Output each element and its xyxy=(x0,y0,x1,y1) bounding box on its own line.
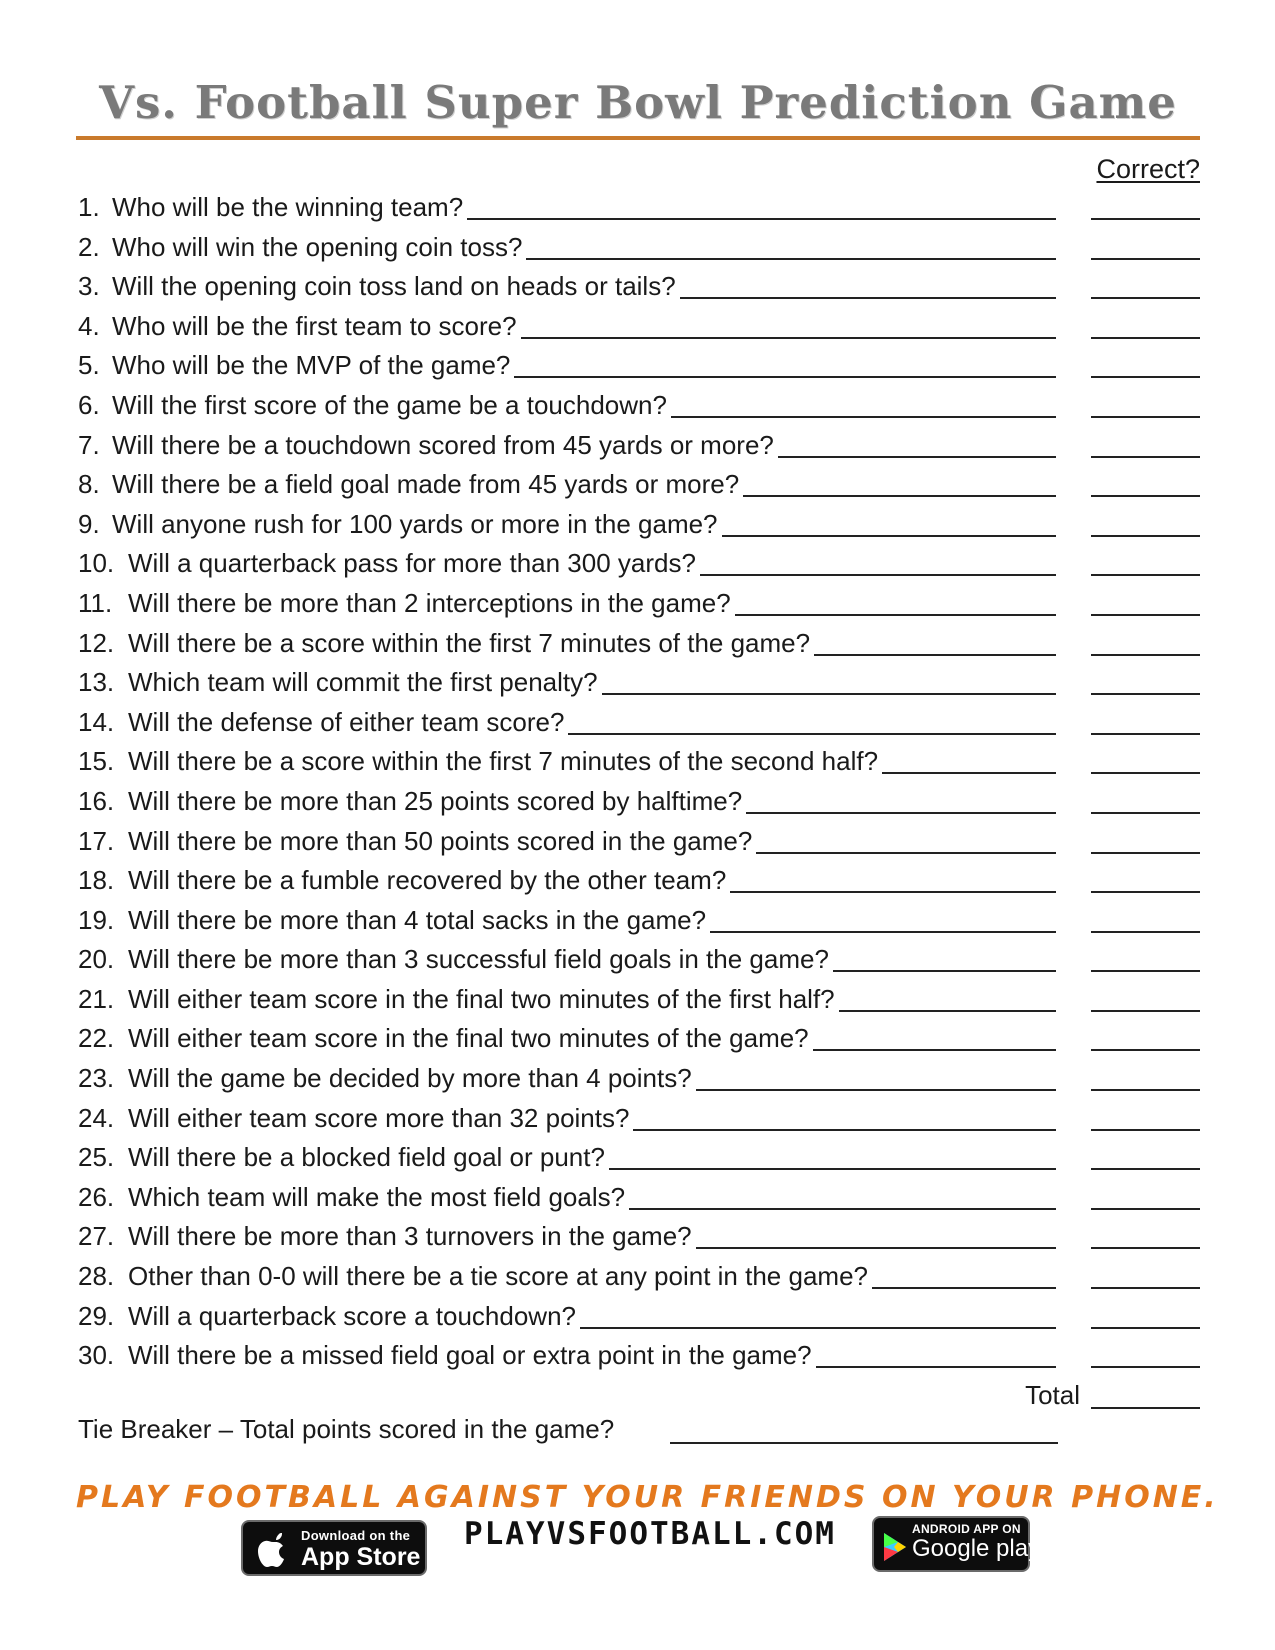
answer-line[interactable] xyxy=(833,970,1056,972)
google-play-small-text: ANDROID APP ON xyxy=(912,1522,1021,1536)
question-row xyxy=(78,386,1200,426)
app-store-badge[interactable] xyxy=(241,1520,427,1576)
answer-line[interactable] xyxy=(580,1327,1056,1329)
total-label: Total xyxy=(1025,1380,1080,1410)
correct-check-line[interactable] xyxy=(1091,1010,1200,1012)
google-play-badge[interactable] xyxy=(872,1516,1041,1572)
question-number: 4. xyxy=(78,310,100,341)
question-text: Will there be a field goal made from 45 yards or more? xyxy=(112,469,740,500)
question-text: Will a quarterback pass for more than 300 yards? xyxy=(128,548,696,579)
question-row xyxy=(78,1336,1200,1376)
correct-check-line[interactable] xyxy=(1091,218,1200,220)
question-number: 14. xyxy=(78,706,115,737)
question-list xyxy=(78,188,1200,1376)
correct-check-line[interactable] xyxy=(1091,812,1200,814)
question-row xyxy=(78,544,1200,584)
question-number: 15. xyxy=(78,746,115,777)
question-row xyxy=(78,426,1200,466)
question-number: 18. xyxy=(78,865,115,896)
question-text: Who will be the first team to score? xyxy=(112,310,517,341)
question-number: 23. xyxy=(78,1063,115,1094)
answer-line[interactable] xyxy=(521,337,1056,339)
tie-breaker-row xyxy=(78,1414,1058,1454)
answer-line[interactable] xyxy=(735,614,1056,616)
app-store-label: App Store xyxy=(301,1543,421,1571)
question-number: 26. xyxy=(78,1181,115,1212)
question-row xyxy=(78,1217,1200,1257)
question-row xyxy=(78,822,1200,862)
correct-check-line[interactable] xyxy=(1091,654,1200,656)
question-row xyxy=(78,861,1200,901)
answer-line[interactable] xyxy=(839,1010,1056,1012)
correct-check-line[interactable] xyxy=(1091,337,1200,339)
answer-line[interactable] xyxy=(696,1247,1056,1249)
question-number: 24. xyxy=(78,1102,115,1133)
question-text: Will the first score of the game be a touchdown? xyxy=(112,389,667,420)
question-row xyxy=(78,980,1200,1020)
tie-breaker-answer-line[interactable] xyxy=(670,1442,1058,1444)
website-url: PLAYVSFOOTBALL.COM xyxy=(464,1516,836,1552)
correct-check-line[interactable] xyxy=(1091,970,1200,972)
question-row xyxy=(78,505,1200,545)
question-row xyxy=(78,465,1200,505)
question-number: 2. xyxy=(78,231,100,262)
correct-check-line[interactable] xyxy=(1091,1168,1200,1170)
question-row xyxy=(78,703,1200,743)
question-text: Will there be more than 50 points scored in the game? xyxy=(128,825,753,856)
question-text: Will there be a score within the first 7 minutes of the second half? xyxy=(128,746,879,777)
question-row xyxy=(78,346,1200,386)
correct-check-line[interactable] xyxy=(1091,931,1200,933)
question-number: 30. xyxy=(78,1340,115,1371)
question-text: Will either team score in the final two minutes of the game? xyxy=(128,1023,809,1054)
question-row xyxy=(78,901,1200,941)
answer-line[interactable] xyxy=(700,574,1056,576)
answer-line[interactable] xyxy=(756,852,1056,854)
question-row xyxy=(78,782,1200,822)
question-text: Will there be more than 3 turnovers in the game? xyxy=(128,1221,692,1252)
google-play-label: Google play xyxy=(912,1535,1041,1562)
answer-line[interactable] xyxy=(882,772,1056,774)
tie-breaker-label: Tie Breaker – Total points scored in the game? xyxy=(78,1414,615,1444)
question-text: Will the opening coin toss land on heads or tails? xyxy=(112,271,676,302)
question-row xyxy=(78,1257,1200,1297)
correct-check-line[interactable] xyxy=(1091,495,1200,497)
question-number: 12. xyxy=(78,627,115,658)
question-number: 8. xyxy=(78,469,100,500)
correct-check-line[interactable] xyxy=(1091,1247,1200,1249)
correct-check-line[interactable] xyxy=(1091,574,1200,576)
correct-column-header: Correct? xyxy=(1096,154,1200,184)
question-number: 21. xyxy=(78,983,115,1014)
question-number: 27. xyxy=(78,1221,115,1252)
answer-line[interactable] xyxy=(526,258,1056,260)
answer-line[interactable] xyxy=(743,495,1056,497)
answer-line[interactable] xyxy=(680,297,1056,299)
question-row xyxy=(78,267,1200,307)
question-row xyxy=(78,742,1200,782)
answer-line[interactable] xyxy=(746,812,1056,814)
answer-line[interactable] xyxy=(514,376,1056,378)
correct-check-line[interactable] xyxy=(1091,258,1200,260)
question-row xyxy=(78,1138,1200,1178)
answer-line[interactable] xyxy=(602,693,1056,695)
question-number: 7. xyxy=(78,429,100,460)
question-text: Will anyone rush for 100 yards or more in the game? xyxy=(112,508,718,539)
question-row xyxy=(78,307,1200,347)
question-text: Who will be the MVP of the game? xyxy=(112,350,511,381)
question-text: Will the game be decided by more than 4 points? xyxy=(128,1063,692,1094)
answer-line[interactable] xyxy=(814,654,1056,656)
question-row xyxy=(78,1099,1200,1139)
answer-line[interactable] xyxy=(609,1168,1056,1170)
question-row xyxy=(78,1178,1200,1218)
question-text: Will either team score more than 32 points? xyxy=(128,1102,630,1133)
question-number: 3. xyxy=(78,271,100,302)
question-text: Other than 0-0 will there be a tie score at any point in the game? xyxy=(128,1261,868,1292)
question-text: Will there be a score within the first 7 minutes of the game? xyxy=(128,627,811,658)
question-text: Who will be the winning team? xyxy=(112,192,464,222)
question-number: 16. xyxy=(78,785,115,816)
question-text: Will the defense of either team score? xyxy=(128,706,565,737)
answer-line[interactable] xyxy=(710,931,1056,933)
question-row xyxy=(78,228,1200,268)
question-number: 19. xyxy=(78,904,115,935)
total-answer-line[interactable] xyxy=(1091,1407,1200,1409)
question-row xyxy=(78,624,1200,664)
correct-check-line[interactable] xyxy=(1091,693,1200,695)
question-text: Will there be a missed field goal or extra point in the game? xyxy=(128,1340,812,1371)
google-play-icon xyxy=(882,1532,908,1567)
answer-line[interactable] xyxy=(778,456,1056,458)
answer-line[interactable] xyxy=(813,1049,1056,1051)
answer-line[interactable] xyxy=(568,733,1056,735)
question-number: 11. xyxy=(78,587,113,618)
question-row xyxy=(78,940,1200,980)
question-text: Which team will commit the first penalty? xyxy=(128,667,598,698)
correct-check-line[interactable] xyxy=(1091,297,1200,299)
correct-check-line[interactable] xyxy=(1091,891,1200,893)
question-text: Will there be more than 2 interceptions in the game? xyxy=(128,587,731,618)
question-text: Will there be a blocked field goal or punt? xyxy=(128,1142,605,1173)
question-row xyxy=(78,1019,1200,1059)
answer-line[interactable] xyxy=(730,891,1056,893)
page-title: Vs. Football Super Bowl Prediction Game xyxy=(99,76,1177,129)
question-text: Will there be more than 4 total sacks in the game? xyxy=(128,904,707,935)
question-row xyxy=(78,663,1200,703)
correct-check-line[interactable] xyxy=(1091,416,1200,418)
correct-check-line[interactable] xyxy=(1091,1287,1200,1289)
promo-text: PLAY FOOTBALL AGAINST YOUR FRIENDS ON YOUR PHONE. xyxy=(76,1480,1219,1515)
correct-check-line[interactable] xyxy=(1091,614,1200,616)
question-number: 13. xyxy=(78,667,115,698)
correct-check-line[interactable] xyxy=(1091,456,1200,458)
question-number: 10. xyxy=(78,548,115,579)
correct-check-line[interactable] xyxy=(1091,1049,1200,1051)
answer-line[interactable] xyxy=(722,535,1056,537)
question-text: Who will win the opening coin toss? xyxy=(112,231,523,262)
question-number: 28. xyxy=(78,1261,115,1292)
answer-line[interactable] xyxy=(696,1089,1056,1091)
question-row xyxy=(78,1297,1200,1337)
question-number: 5. xyxy=(78,350,100,381)
question-row xyxy=(78,584,1200,624)
question-text: Will there be a fumble recovered by the other team? xyxy=(128,865,727,896)
answer-line[interactable] xyxy=(629,1208,1056,1210)
question-number: 17. xyxy=(78,825,115,856)
correct-check-line[interactable] xyxy=(1091,772,1200,774)
question-text: Will a quarterback score a touchdown? xyxy=(128,1300,577,1331)
question-number: 6. xyxy=(78,389,100,420)
correct-check-line[interactable] xyxy=(1091,733,1200,735)
answer-line[interactable] xyxy=(872,1287,1056,1289)
question-number: 1. xyxy=(78,192,100,222)
correct-check-line[interactable] xyxy=(1091,1208,1200,1210)
correct-check-line[interactable] xyxy=(1091,1129,1200,1131)
question-text: Will either team score in the final two minutes of the first half? xyxy=(128,983,835,1014)
question-number: 25. xyxy=(78,1142,115,1173)
question-text: Will there be more than 25 points scored by halftime? xyxy=(128,785,743,816)
apple-icon xyxy=(255,1530,291,1575)
correct-check-line[interactable] xyxy=(1091,535,1200,537)
correct-check-line[interactable] xyxy=(1091,1089,1200,1091)
question-number: 29. xyxy=(78,1300,115,1331)
question-number: 20. xyxy=(78,944,115,975)
answer-line[interactable] xyxy=(671,416,1056,418)
question-text: Which team will make the most field goals? xyxy=(128,1181,626,1212)
question-row xyxy=(78,188,1200,228)
question-number: 22. xyxy=(78,1023,115,1054)
answer-line[interactable] xyxy=(816,1366,1056,1368)
correct-check-line[interactable] xyxy=(1091,376,1200,378)
app-store-small-text: Download on the xyxy=(301,1528,411,1543)
title-divider xyxy=(76,136,1200,140)
answer-line[interactable] xyxy=(633,1129,1056,1131)
correct-check-line[interactable] xyxy=(1091,1327,1200,1329)
question-number: 9. xyxy=(78,508,100,539)
correct-check-line[interactable] xyxy=(1091,852,1200,854)
question-row xyxy=(78,1059,1200,1099)
answer-line[interactable] xyxy=(467,218,1056,220)
question-text: Will there be more than 3 successful field goals in the game? xyxy=(128,944,829,975)
question-text: Will there be a touchdown scored from 45 yards or more? xyxy=(112,429,774,460)
correct-check-line[interactable] xyxy=(1091,1366,1200,1368)
